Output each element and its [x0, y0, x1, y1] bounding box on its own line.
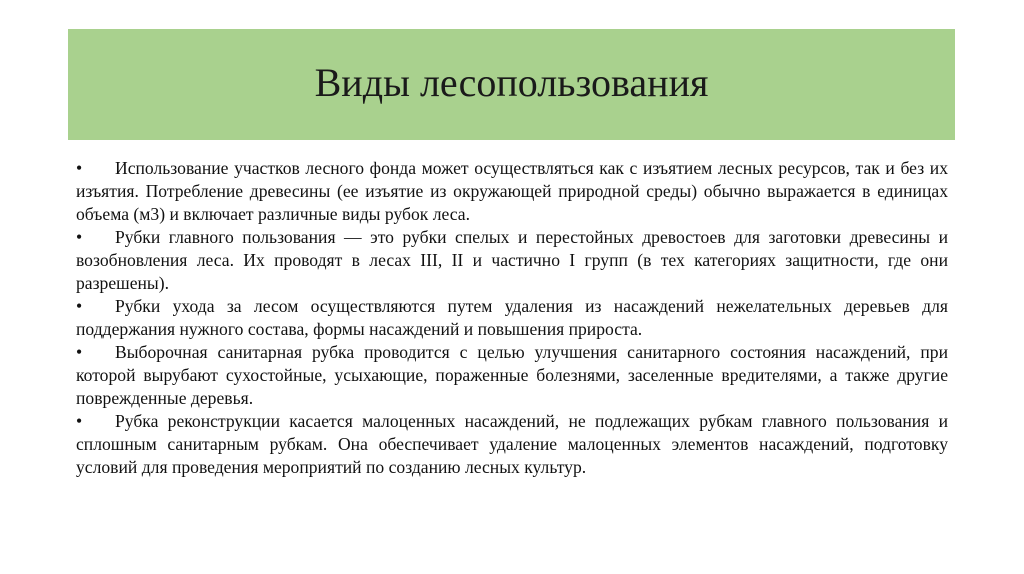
title-banner [68, 29, 955, 140]
bullet-icon: • [76, 342, 83, 362]
list-item [76, 295, 948, 341]
bullet-list [76, 157, 948, 479]
bullet-icon: • [76, 411, 83, 431]
slide-title: Виды лесопользования [314, 60, 709, 105]
list-item-text: Использование участков лесного фонда может осуществляться как с изъятием лесных ресурсов, так и без их изъятия. Потребление древесины (ее изъятие из окружающей природной среды) обычно выражается в единицах объема (м3) и включает различные виды рубок леса. [76, 158, 948, 224]
list-item [76, 157, 948, 226]
list-item-text: Рубки ухода за лесом осуществляются путем удаления из насаждений нежелательных деревьев для поддержания нужного состава, формы насаждений и повышения прироста. [76, 296, 948, 339]
list-item-text: Рубка реконструкции касается малоценных насаждений, не подлежащих рубкам главного пользования и сплошным санитарным рубкам. Она обеспечивает удаление малоценных элементов насаждений, подготовку условий для проведения мероприятий по созданию лесных культур. [76, 411, 948, 477]
list-item [76, 226, 948, 295]
list-item [76, 341, 948, 410]
list-item [76, 410, 948, 479]
list-item-text: Выборочная санитарная рубка проводится с целью улучшения санитарного состояния насаждений, при которой вырубают сухостойные, усыхающие, пораженные болезнями, заселенные вредителями, а также другие поврежденные деревья. [76, 342, 948, 408]
list-item-text: Рубки главного пользования — это рубки спелых и перестойных древостоев для заготовки древесины и возобновления леса. Их проводят в лесах III, II и частично I групп (в тех категориях защитности, где они разрешены). [76, 227, 948, 293]
bullet-icon: • [76, 296, 83, 316]
bullet-icon: • [76, 227, 83, 247]
bullet-icon: • [76, 158, 83, 178]
